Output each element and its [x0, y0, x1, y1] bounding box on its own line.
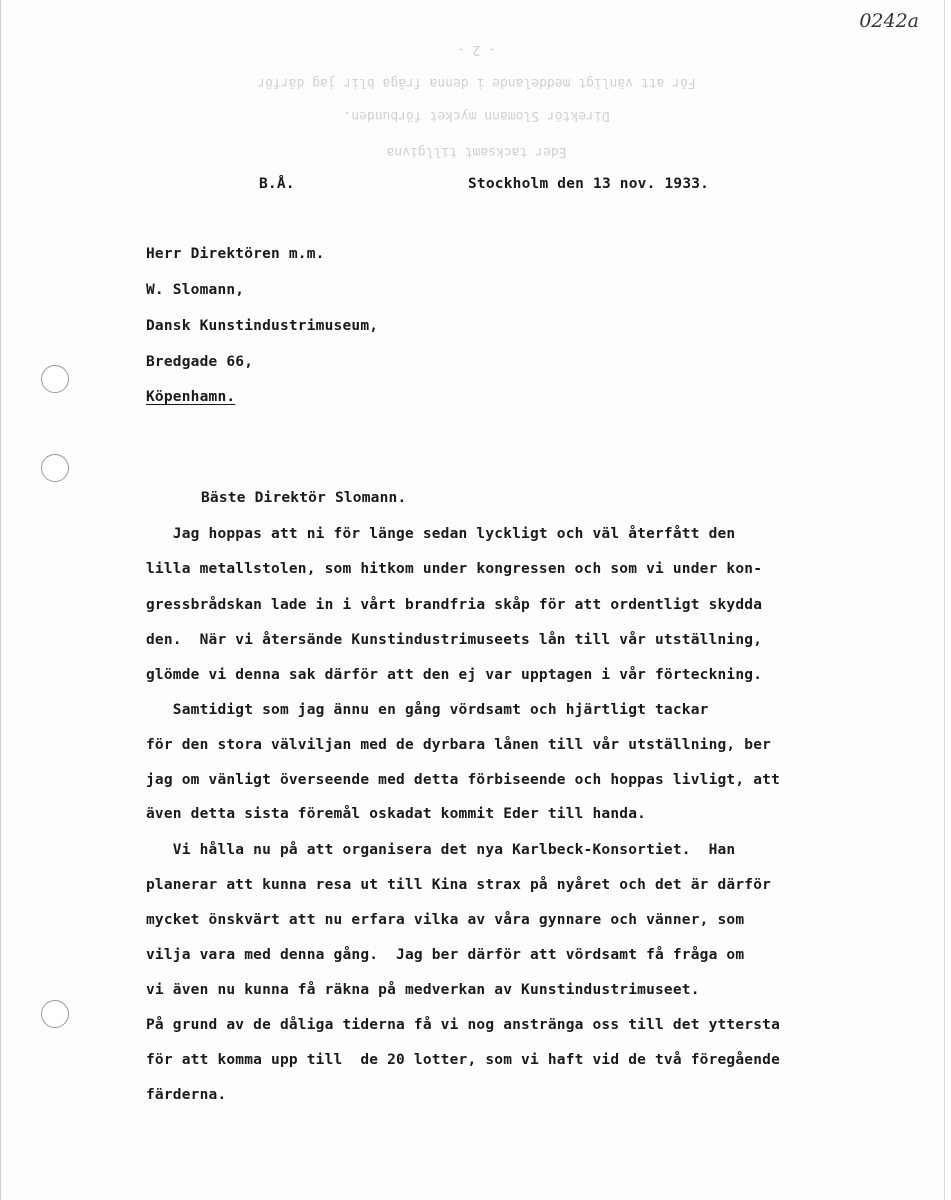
body-line: för den stora välviljan med de dyrbara lånen till vår utställning, ber [146, 737, 772, 753]
body-line: den. När vi återsände Kunstindustrimuseets lån till vår utställning, [146, 632, 763, 648]
body-line: även detta sista föremål oskadat kommit Eder till handa. [146, 806, 647, 822]
body-line: mycket önskvärt att nu erfara vilka av våra gynnare och vänner, som [146, 912, 745, 928]
body-line: gressbrådskan lade in i vårt brandfria skåp för att ordentligt skydda [146, 597, 763, 613]
body-line: vi även nu kunna få räkna på medverkan av Kunstindustrimuseet. [146, 982, 700, 998]
body-line: färderna. [146, 1087, 227, 1103]
page-edge [944, 0, 945, 1200]
body-line: lilla metallstolen, som hitkom under kongressen och som vi under kon- [146, 561, 763, 577]
body-line: Vi hålla nu på att organisera det nya Karlbeck-Konsortiet. Han [146, 842, 736, 858]
punch-hole-3 [41, 1000, 69, 1028]
sender-initials: B.Å. [259, 176, 295, 192]
punch-hole-1 [41, 365, 69, 393]
archive-number: 0242a [859, 10, 919, 32]
recipient-city: Köpenhamn. [146, 389, 236, 405]
body-line: Jag hoppas att ni för länge sedan lyckligt och väl återfått den [146, 526, 736, 542]
bleed-through-line: Eder tacksamt tillgivna [386, 144, 567, 159]
body-line: vilja vara med denna gång. Jag ber därför att vördsamt få fråga om [146, 947, 745, 963]
recipient-line: W. Slomann, [146, 282, 245, 298]
punch-hole-2 [41, 454, 69, 482]
body-line: planerar att kunna resa ut till Kina strax på nyåret och det är därför [146, 877, 772, 893]
body-line: jag om vänligt överseende med detta förbiseende och hoppas livligt, att [146, 772, 781, 788]
bleed-through-line: Direktör Slomann mycket förbunden. [343, 108, 610, 123]
body-line: På grund av de dåliga tiderna få vi nog anstränga oss till det yttersta [146, 1017, 781, 1033]
recipient-line: Herr Direktören m.m. [146, 246, 325, 262]
recipient-line: Dansk Kunstindustrimuseum, [146, 318, 379, 334]
body-line: för att komma upp till de 20 lotter, som vi haft vid de två föregående [146, 1052, 781, 1068]
body-line: Samtidigt som jag ännu en gång vördsamt och hjärtligt tackar [146, 702, 709, 718]
salutation: Bäste Direktör Slomann. [201, 490, 407, 506]
bleed-through-line: - 2 - [456, 42, 497, 57]
place-date: Stockholm den 13 nov. 1933. [468, 176, 710, 192]
body-line: glömde vi denna sak därför att den ej var upptagen i vår förteckning. [146, 667, 763, 683]
bleed-through-line: För att vänligt meddelande i denna fråga blir jag därför [257, 75, 696, 90]
recipient-line: Bredgade 66, [146, 354, 254, 370]
